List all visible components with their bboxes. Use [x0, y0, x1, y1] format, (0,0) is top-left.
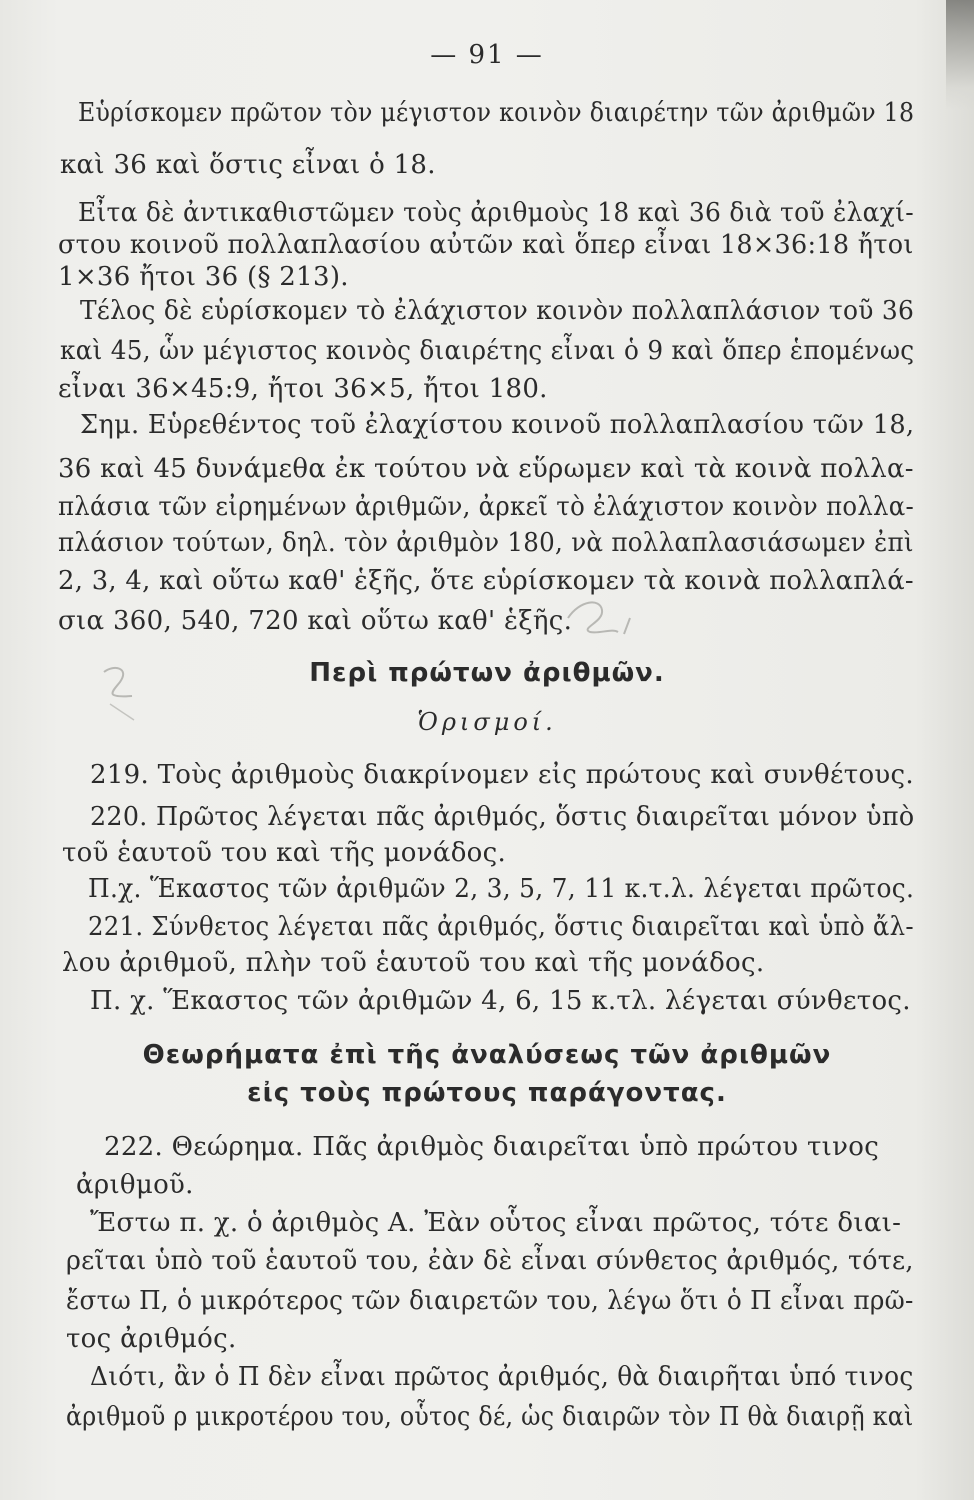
- section-heading-theorems: Θεωρήματα ἐπὶ τῆς ἀναλύσεως τῶν ἀριθμῶν: [142, 1040, 832, 1070]
- text-line: σια 360, 540, 720 καὶ οὕτω καθ' ἑξῆς.: [58, 606, 573, 636]
- text-line: Εὑρίσκομεν πρῶτον τὸν μέγιστον κοινὸν διαιρέτην τῶν ἀριθμῶν 18: [78, 98, 915, 128]
- section-heading-theorems-line2: εἰς τοὺς πρώτους παράγοντας.: [247, 1078, 727, 1108]
- text-line: στου κοινοῦ πολλαπλασίου αὐτῶν καὶ ὅπερ εἶναι 18×36:18 ἤτοι: [58, 230, 914, 260]
- text-line: ἀριθμοῦ ρ μικροτέρου του, οὗτος δέ, ὡς διαιρῶν τὸν Π θὰ διαιρῇ καὶ: [66, 1402, 914, 1432]
- pencil-mark-squiggle: [560, 588, 640, 638]
- text-line: 2, 3, 4, καὶ οὕτω καθ' ἑξῆς, ὅτε εὑρίσκομεν τὰ κοινὰ πολλαπλά-: [58, 566, 914, 596]
- text-line: 222. Θεώρημα. Πᾶς ἀριθμὸς διαιρεῖται ὑπὸ πρώτου τινος: [104, 1132, 880, 1162]
- text-line: ἀριθμοῦ.: [76, 1170, 194, 1200]
- text-line: Διότι, ἂν ὁ Π δὲν εἶναι πρῶτος ἀριθμός, θὰ διαιρῆται ὑπό τινος: [90, 1362, 914, 1392]
- text-line: Τέλος δὲ εὑρίσκομεν τὸ ἐλάχιστον κοινὸν πολλαπλάσιον τοῦ 36: [80, 296, 915, 326]
- text-line: 220. Πρῶτος λέγεται πᾶς ἀριθμός, ὅστις διαιρεῖται μόνον ὑπὸ: [90, 802, 915, 832]
- text-line: 219. Τοὺς ἀριθμοὺς διακρίνομεν εἰς πρώτους καὶ συνθέτους.: [90, 760, 914, 790]
- text-line: ἔστω Π, ὁ μικρότερος τῶν διαιρετῶν του, λέγω ὅτι ὁ Π εἶναι πρῶ-: [66, 1286, 914, 1316]
- text-line: Σημ. Εὑρεθέντος τοῦ ἐλαχίστου κοινοῦ πολλαπλασίου τῶν 18,: [80, 410, 915, 440]
- text-line: 36 καὶ 45 δυνάμεθα ἐκ τούτου νὰ εὕρωμεν καὶ τὰ κοινὰ πολλα-: [58, 454, 914, 484]
- text-line: Π. χ. Ἕκαστος τῶν ἀριθμῶν 4, 6, 15 κ.τλ. λέγεται σύνθετος.: [90, 986, 911, 1016]
- text-line: Ἔστω π. χ. ὁ ἀριθμὸς Α. Ἐὰν οὗτος εἶναι πρῶτος, τότε διαι-: [90, 1208, 902, 1238]
- text-line: τος ἀριθμός.: [66, 1324, 237, 1354]
- text-line: λου ἀριθμοῦ, πλὴν τοῦ ἑαυτοῦ του καὶ τῆς μονάδος.: [62, 948, 765, 978]
- text-line: καὶ 36 καὶ ὅστις εἶναι ὁ 18.: [60, 150, 436, 180]
- section-heading-primes: Περὶ πρώτων ἀριθμῶν.: [309, 658, 665, 688]
- subheading-definitions: Ὁρισμοί.: [417, 708, 557, 736]
- page-number: — 91 —: [430, 40, 544, 70]
- text-line: τοῦ ἑαυτοῦ του καὶ τῆς μονάδος.: [62, 838, 507, 868]
- text-line: εἶναι 36×45:9, ἤτοι 36×5, ἤτοι 180.: [58, 374, 548, 404]
- text-line: ρεῖται ὑπὸ τοῦ ἑαυτοῦ του, ἐὰν δὲ εἶναι σύνθετος ἀριθμός, τότε,: [66, 1246, 914, 1276]
- text-line: πλάσια τῶν εἰρημένων ἀριθμῶν, ἀρκεῖ τὸ ἐλάχιστον κοινὸν πολλα-: [58, 492, 915, 522]
- text-line: Π.χ. Ἕκαστος τῶν ἀριθμῶν 2, 3, 5, 7, 11 κ.τ.λ. λέγεται πρῶτος.: [88, 874, 915, 904]
- text-line: καὶ 45, ὧν μέγιστος κοινὸς διαιρέτης εἶναι ὁ 9 καὶ ὅπερ ἑπομένως: [60, 336, 915, 366]
- text-line: 221. Σύνθετος λέγεται πᾶς ἀριθμός, ὅστις διαιρεῖται καὶ ὑπὸ ἄλ-: [88, 912, 914, 942]
- text-line: Εἶτα δὲ ἀντικαθιστῶμεν τοὺς ἀριθμοὺς 18 καὶ 36 διὰ τοῦ ἐλαχί-: [78, 198, 914, 228]
- text-line: 1×36 ἤτοι 36 (§ 213).: [58, 262, 349, 292]
- text-line: πλάσιον τούτων, δηλ. τὸν ἀριθμὸν 180, νὰ πολλαπλασιάσωμεν ἐπὶ: [58, 528, 914, 558]
